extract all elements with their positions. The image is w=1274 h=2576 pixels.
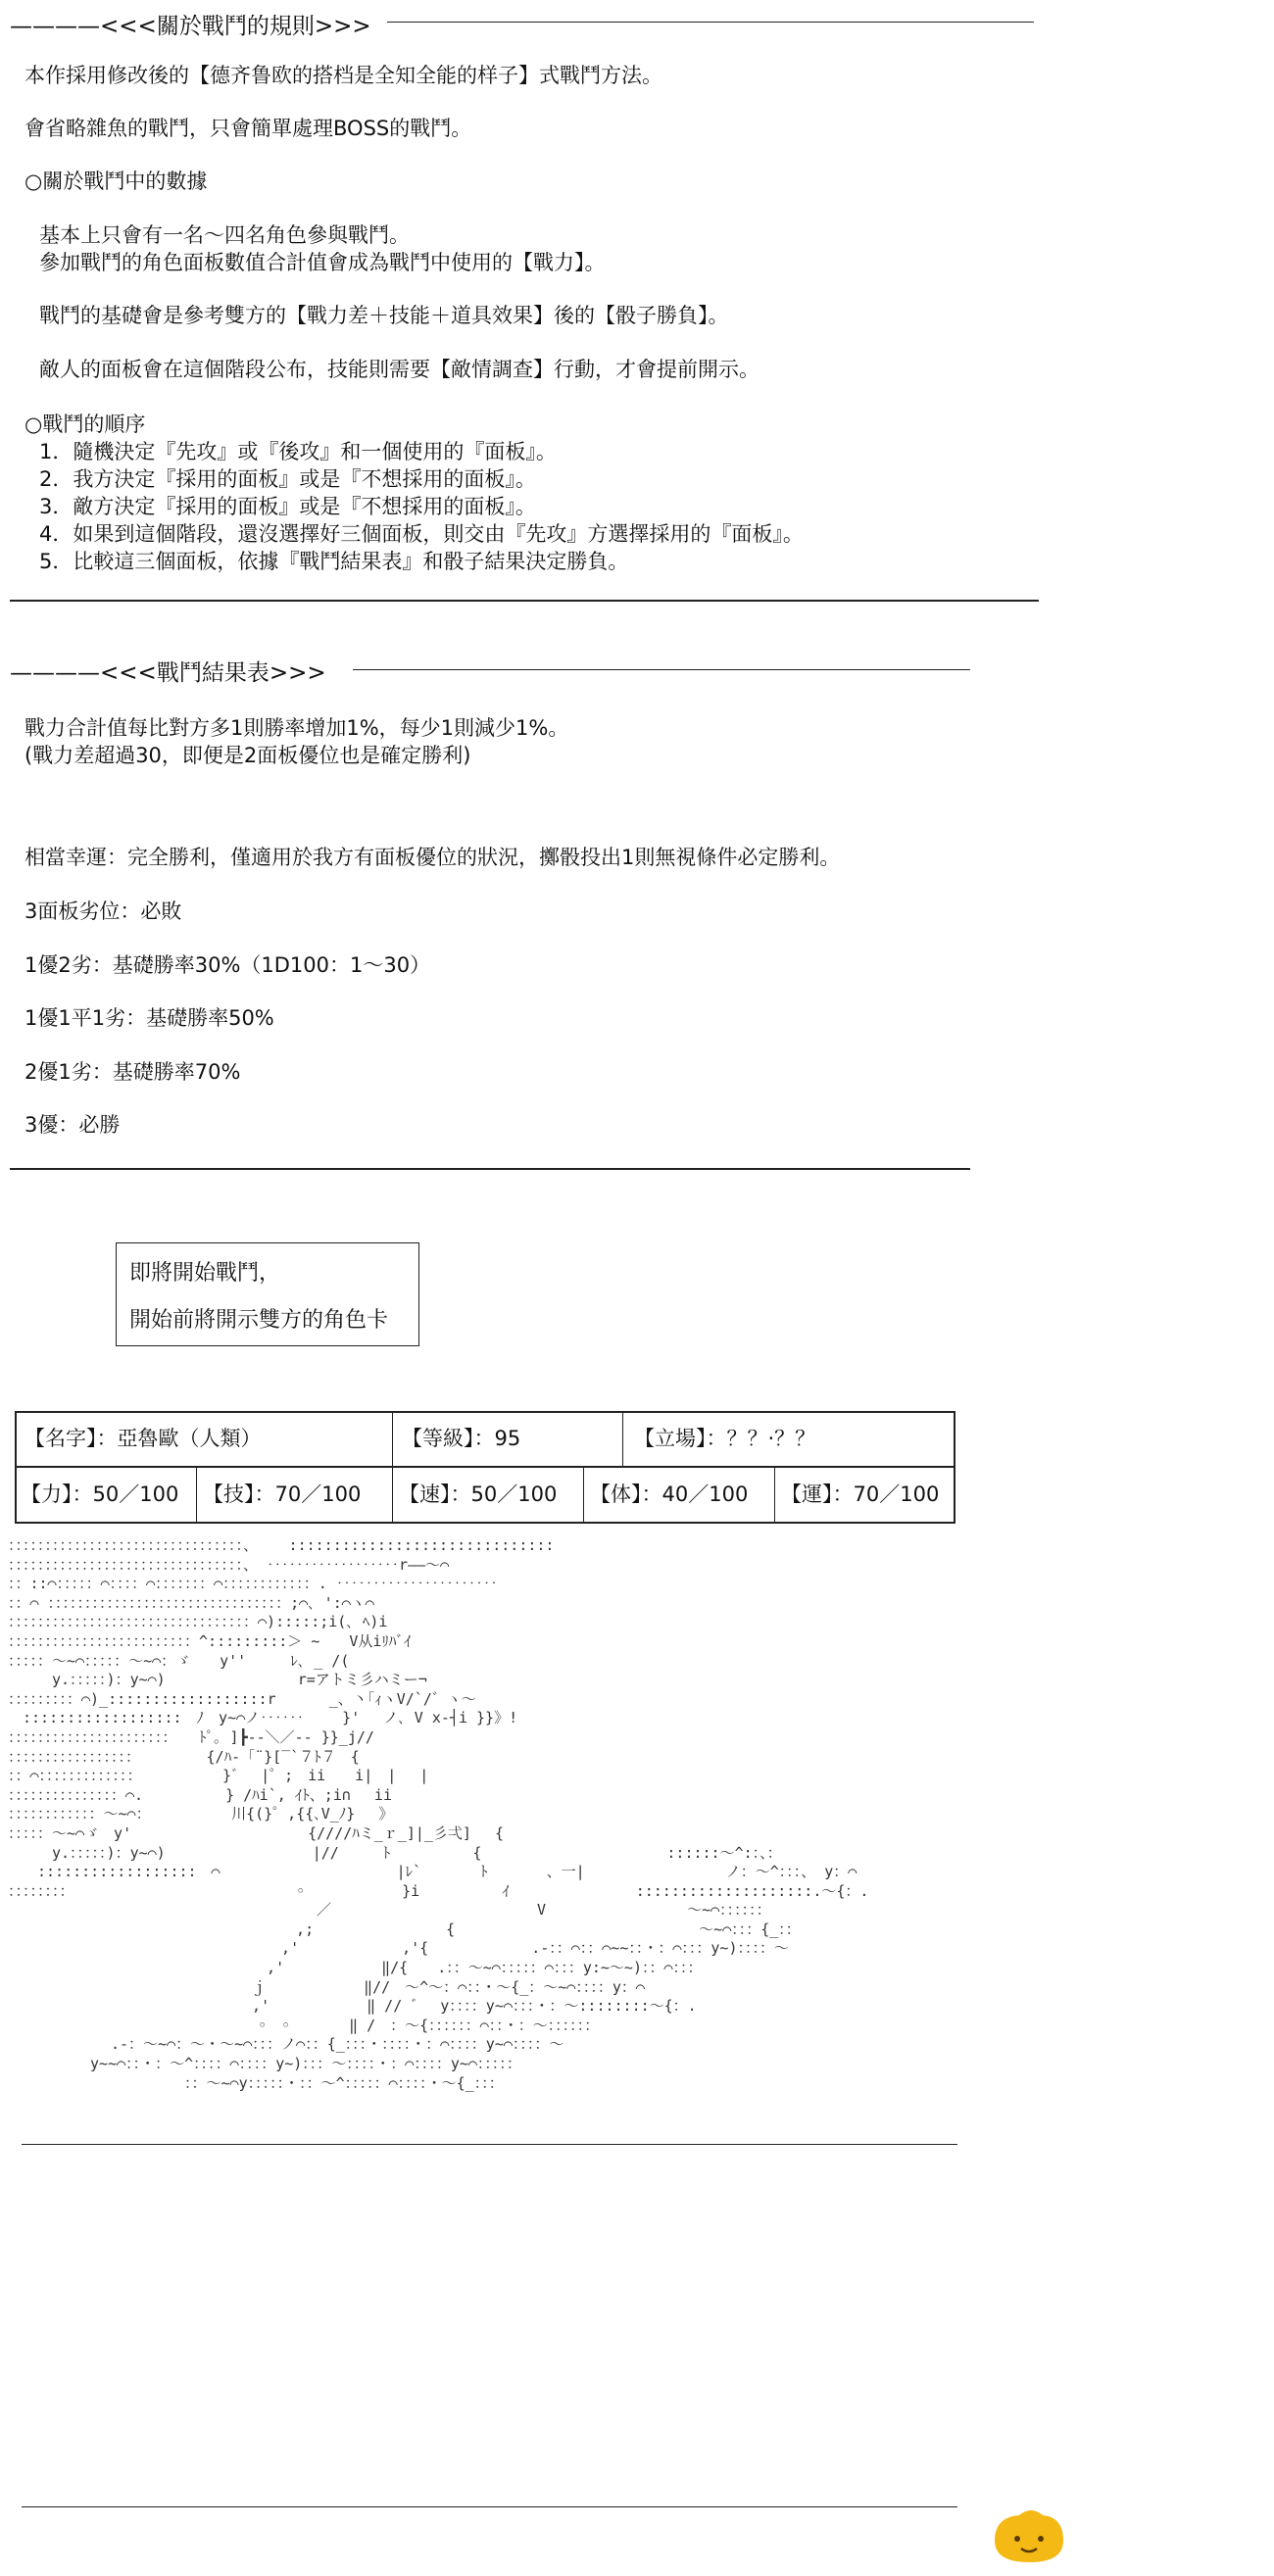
- character-card: [15, 1411, 956, 1529]
- section2-header-rule: [353, 669, 970, 670]
- section2-line-2: (戰力差超過30，即便是2面板優位也是確定勝利): [24, 744, 471, 767]
- card-name: 【名字】：亞魯歐（人類）: [24, 1427, 262, 1450]
- notice-box: [116, 1242, 419, 1346]
- section1-header: ————<<<關於戰鬥的規則>>>: [10, 14, 371, 39]
- section2-line-5: 1優2劣：基礎勝率30%（1D100：1～30）: [24, 953, 431, 977]
- section1-bottom-rule: [10, 600, 1039, 602]
- section2-line-6: 1優1平1劣：基礎勝率50%: [24, 1006, 274, 1030]
- card-div-4: [392, 1466, 393, 1523]
- notice-line-2: 開始前將開示雙方的角色卡: [129, 1308, 389, 1333]
- section1-data-line-3: 戰鬥的基礎會是參考雙方的【戰力差＋技能＋道具效果】後的【骰子勝負】。: [39, 304, 729, 327]
- card-div-5: [583, 1466, 584, 1523]
- section1-intro-1: 本作採用修改後的【德齐鲁欧的搭档是全知全能的样子】式戰鬥方法。: [24, 64, 662, 87]
- card-right-border: [954, 1411, 956, 1524]
- notice-line-1: 即將開始戰鬥，: [129, 1261, 281, 1286]
- section1-order-line-5: 5．比較這三個面板，依據『戰鬥結果表』和骰子結果決定勝負。: [39, 550, 629, 573]
- card-stance: 【立場】：？？·？？: [634, 1427, 816, 1450]
- card-mid-rule: [15, 1466, 956, 1468]
- card-body: 【体】：40／100: [590, 1482, 749, 1506]
- skills-bottom-rule: [22, 2506, 957, 2507]
- card-spd: 【速】：50／100: [399, 1482, 558, 1506]
- card-str: 【力】：50／100: [21, 1482, 179, 1506]
- art-bottom-rule: [22, 2144, 957, 2145]
- section1-order-line-1: 1．隨機決定『先攻』或『後攻』和一個使用的『面板』。: [39, 440, 557, 463]
- section2-line-1: 戰力合計值每比對方多1則勝率增加1%，每少1則減少1%。: [24, 716, 569, 740]
- section1-data-line-2: 參加戰鬥的角色面板數值合計值會成為戰鬥中使用的【戰力】。: [39, 251, 606, 274]
- card-div-2: [622, 1411, 623, 1466]
- notice-box-left: [116, 1242, 117, 1346]
- section1-order-line-4: 4．如果到這個階段，還沒選擇好三個面板，則交由『先攻』方選擇採用的『面板』。: [39, 522, 804, 546]
- notice-box-right: [418, 1242, 419, 1346]
- card-div-6: [774, 1466, 775, 1523]
- site-watermark-logo: [980, 2503, 1269, 2572]
- section1-header-rule: [387, 22, 1034, 23]
- section2-line-7: 2優1劣：基礎勝率70%: [24, 1060, 241, 1084]
- card-top-rule: [15, 1411, 956, 1413]
- section1-data-line-4: 敵人的面板會在這個階段公布，技能則需要【敵情調查】行動，才會提前開示。: [39, 358, 760, 381]
- section1-data-line-1: 基本上只會有一名～四名角色參與戰鬥。: [39, 223, 410, 247]
- section1-data-title: ○關於戰鬥中的數據: [24, 170, 208, 193]
- bun-logo-icon: [980, 2503, 1269, 2572]
- section1-intro-2: 會省略雜魚的戰鬥，只會簡單處理BOSS的戰鬥。: [24, 117, 472, 140]
- card-div-3: [196, 1466, 197, 1523]
- section2-line-8: 3優：必勝: [24, 1113, 121, 1137]
- section1-order-line-3: 3．敵方決定『採用的面板』或是『不想採用的面板』。: [39, 495, 536, 518]
- section1-order-line-2: 2．我方決定『採用的面板』或是『不想採用的面板』。: [39, 467, 536, 491]
- section2-line-3: 相當幸運：完全勝利，僅適用於我方有面板優位的狀況，擲骰投出1則無視條件必定勝利。: [24, 846, 841, 869]
- character-ascii-art: ：：：：：：：：：：：：：：：：：：：：：：：：：：：：：：：：、 :::::::::::::::::::::::::::::: ：：：：：：：：：：：：：：：：：：：：：：：：：：：：：：：：、 ‥‥‥‥‥‥‥‥‥r――～⌒ ：：::⌒：：：：：⌒：：：：⌒：：：：：：：⌒：：：：：：：：：：：：. ‥‥‥‥‥‥‥‥‥‥‥ ：：⌒ ：：：：：：：：：：：：：：：：：：：：：：：：：：：：：：：：;⌒､ ':⌒ヽ⌒ ：：：：：：：：：：：：：：：：：：：：：：：：：：：：：：：：：⌒):::::;i(､ ﾍ)i ：：：：：：：：：：：：：：：：：：：：：：：：：^:::::::::＞ ~ V从iﾘﾊﾞｲ ：：：：：～~⌒：：：：：～~⌒：ゞ y'' ﾚ､ _ /( y.：：：：：)：y~⌒) r=アトミ彡ハミー¬ ：：：：：：：：：⌒)_::::::::::::::::::r _、丶｢ｨヽV/`/゛ヽ～ :::::::::::::::::: ﾉ y~⌒ノ‥‥‥ }' ノ､ V x-┤i }}》! ：：：：：：：：：：：：：：：：：：：：：： ﾄﾟ｡ ]┣--＼／-- }}_j// ：：：：：：：：：：：：：：：：： {/ﾊ-「¨}[‾`７ﾄ７ { ：：⌒：：：：：：：：：：：：： }゛ |゜; ii i| | | ：：：：：：：：：：：：：：：⌒. } /ﾊi`, ｲﾄ、;i∩ ii ：：：：：：：：：：：：～~⌒： 川{(}゜,{{､V_ﾉ} 》 ：：：：：～~⌒ゞ y' {////ﾊミ_ｒ_]|_彡弌] { y.：：：：：)：y~⌒) |// ﾄ { ::::::～^:：、： :::::::::::::::::: ⌒ |ﾚ` ﾄ 、一| ノ：～^：：：、 y：⌒ ：：：：：：：： ◦ }i ｲ ::::::::::::::::::::.～{：. ／ V ～~⌒：：：：：： ,; { ～~⌒：：：{_：： ,' ,'{ .-：：⌒：：⌒~~：：・：⌒：：：y~)：：：：～ ,' ‖/{ .：：～~⌒：：：：：⌒：：：y:~～~)：：⌒：：： ｊ ‖// ～^～：⌒：：・～{_：～~⌒：：：：y：⌒ ,' ‖ // ゛ y：：：：y~⌒：：：・：～::::::::～{：. ◦ ◦ ‖ / ：～{：：：：：：⌒：：・：～：：：：：： .-：～~⌒：～・～~⌒：：：ノ⌒：：{_：：：・：：：：・：⌒：：：：y~⌒：：：：～ y~~⌒：：・：～^：：：：⌒：：：：y~)：：：～：：：：・：⌒：：：：y~⌒：：：：： ：：～~⌒y：：：：：・：：～^：：：：：⌒：：：：・～{_：：：: [8, 1536, 869, 2092]
- notice-box-bottom: [116, 1345, 419, 1346]
- section2-line-4: 3面板劣位：必敗: [24, 899, 182, 923]
- card-level: 【等級】：95: [402, 1427, 521, 1450]
- notice-box-top: [116, 1242, 419, 1243]
- section2-header: ————<<<戰鬥結果表>>>: [10, 660, 326, 686]
- card-bottom-rule: [15, 1522, 956, 1524]
- card-luck: 【運】：70／100: [781, 1482, 940, 1506]
- section1-order-title: ○戰鬥的順序: [24, 413, 146, 436]
- card-div-1: [392, 1411, 393, 1466]
- section2-bottom-rule: [10, 1168, 970, 1170]
- card-tech: 【技】：70／100: [203, 1482, 362, 1506]
- card-left-border: [15, 1411, 17, 1524]
